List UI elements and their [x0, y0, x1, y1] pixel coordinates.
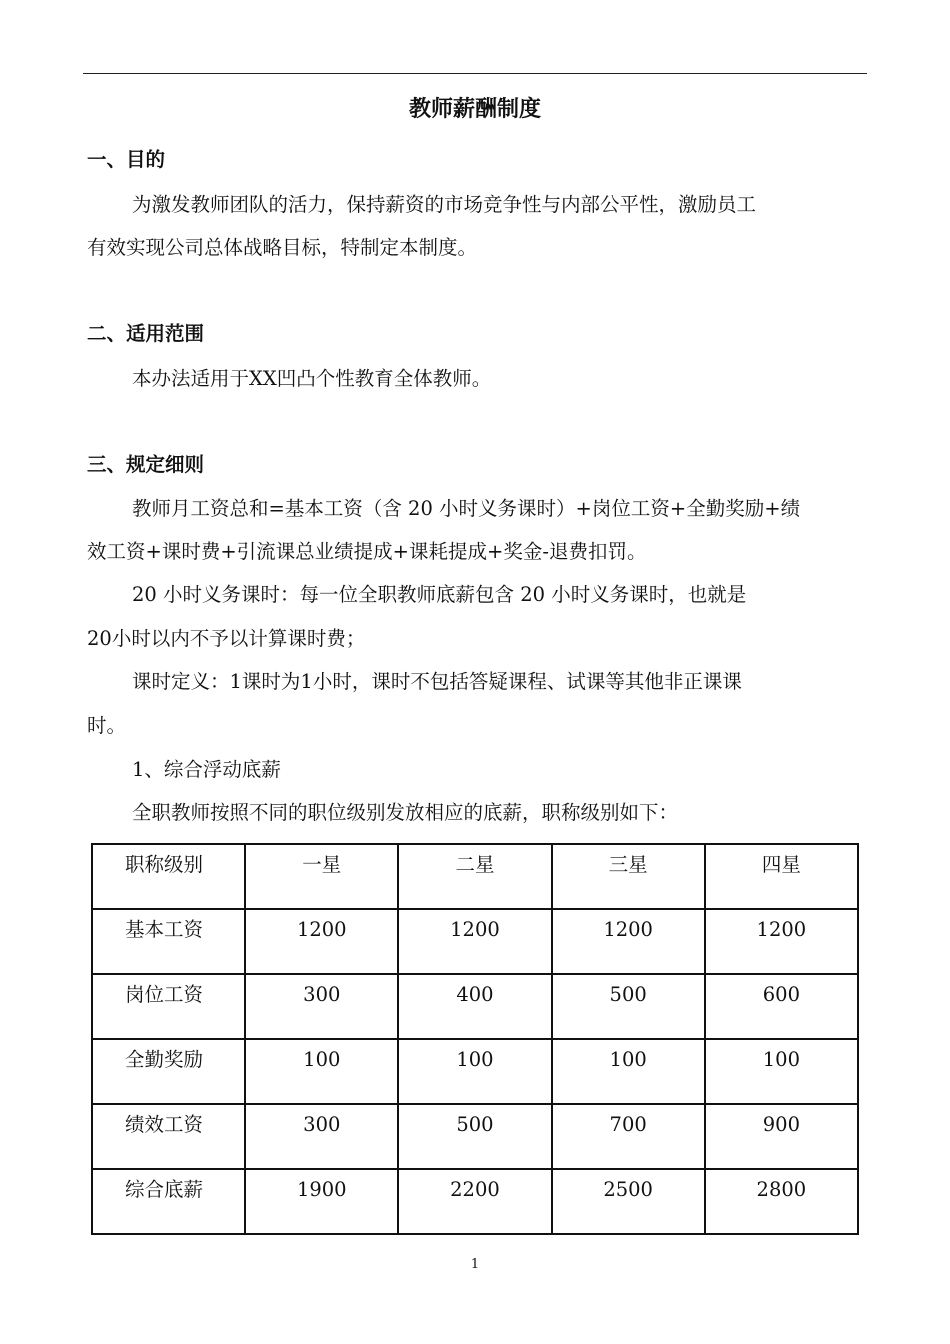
- table-cell: 2200: [398, 1169, 551, 1234]
- table-cell: 1900: [245, 1169, 398, 1234]
- rules-line-3: 20 小时义务课时：每一位全职教师底薪包含 20 小时义务课时，也就是: [132, 583, 747, 606]
- rules-line-7: 1、综合浮动底薪: [132, 758, 281, 781]
- table-cell: 100: [552, 1039, 705, 1104]
- table-row: [92, 974, 858, 1039]
- table-cell: 2500: [552, 1169, 705, 1234]
- table-header-cell: 一星: [245, 844, 398, 909]
- table-cell: 600: [705, 974, 858, 1039]
- rules-line-2: 效工资+课时费+引流课总业绩提成+课耗提成+奖金-退费扣罚。: [87, 540, 647, 563]
- header-rule: [83, 73, 867, 74]
- table-header-cell: 二星: [398, 844, 551, 909]
- table-row-label: 综合底薪: [92, 1169, 245, 1234]
- table-cell: 500: [398, 1104, 551, 1169]
- table-cell: 1200: [398, 909, 551, 974]
- table-cell: 100: [705, 1039, 858, 1104]
- table-cell: 900: [705, 1104, 858, 1169]
- table-row-label: 岗位工资: [92, 974, 245, 1039]
- table-row: [92, 909, 858, 974]
- table-row-label: 绩效工资: [92, 1104, 245, 1169]
- section-heading-scope: 二、适用范围: [87, 322, 205, 345]
- salary-table: [91, 843, 859, 1235]
- table-row: [92, 1169, 858, 1234]
- table-cell: 1200: [705, 909, 858, 974]
- section-heading-purpose: 一、目的: [87, 148, 166, 171]
- rules-line-5: 课时定义：1课时为1小时，课时不包括答疑课程、试课等其他非正课课: [132, 670, 742, 693]
- table-header-row: [92, 844, 858, 909]
- table-cell: 300: [245, 974, 398, 1039]
- section-heading-rules: 三、规定细则: [87, 453, 205, 476]
- table-header-cell: 职称级别: [92, 844, 245, 909]
- table-cell: 1200: [552, 909, 705, 974]
- page-number: 1: [470, 1257, 480, 1272]
- table-row-label: 基本工资: [92, 909, 245, 974]
- document-title: 教师薪酬制度: [408, 97, 541, 122]
- table-cell: 100: [398, 1039, 551, 1104]
- table-cell: 500: [552, 974, 705, 1039]
- table-cell: 700: [552, 1104, 705, 1169]
- purpose-line-1: 为激发教师团队的活力，保持薪资的市场竞争性与内部公平性，激励员工: [132, 193, 757, 216]
- table-row: [92, 1104, 858, 1169]
- table-cell: 100: [245, 1039, 398, 1104]
- table-cell: 300: [245, 1104, 398, 1169]
- scope-line-1: 本办法适用于XX凹凸个性教育全体教师。: [132, 367, 492, 390]
- purpose-line-2: 有效实现公司总体战略目标，特制定本制度。: [87, 236, 478, 259]
- rules-line-6: 时。: [87, 714, 127, 737]
- rules-line-8: 全职教师按照不同的职位级别发放相应的底薪，职称级别如下：: [132, 801, 679, 824]
- table-header-cell: 三星: [552, 844, 705, 909]
- table-cell: 400: [398, 974, 551, 1039]
- table-header-cell: 四星: [705, 844, 858, 909]
- rules-line-4: 20小时以内不予以计算课时费；: [87, 627, 366, 650]
- table-row-label: 全勤奖励: [92, 1039, 245, 1104]
- table-cell: 2800: [705, 1169, 858, 1234]
- rules-line-1: 教师月工资总和=基本工资（含 20 小时义务课时）+岗位工资+全勤奖励+绩: [132, 497, 801, 520]
- table-cell: 1200: [245, 909, 398, 974]
- table-row: [92, 1039, 858, 1104]
